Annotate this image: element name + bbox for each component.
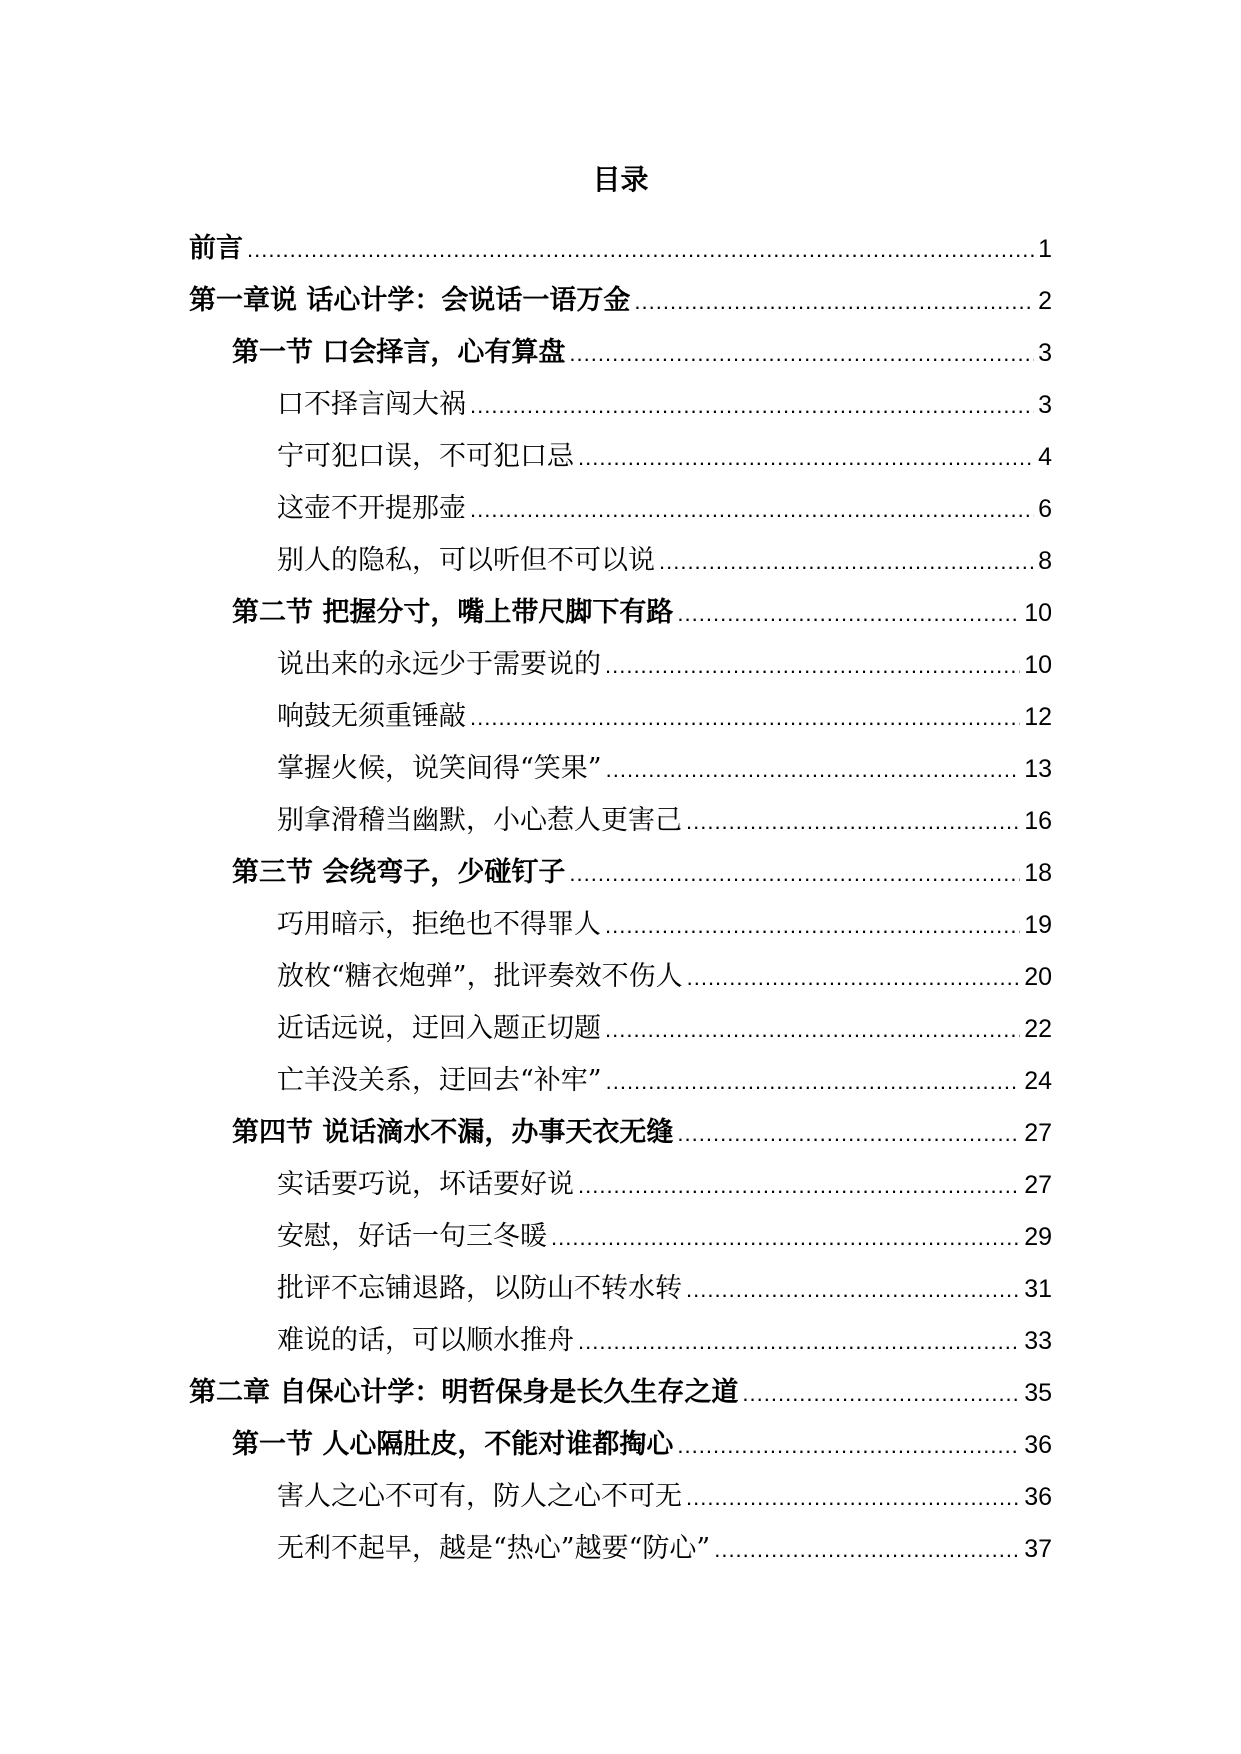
toc-entry-subsection[interactable] (189, 379, 1052, 431)
dot-leader (686, 796, 1020, 848)
toc-entry-text: 无利不起早，越是“热心”越要“防心” (277, 1533, 711, 1564)
toc-entry-subsection[interactable] (189, 1003, 1052, 1055)
dot-leader (742, 1368, 1020, 1420)
dot-leader (470, 380, 1034, 432)
toc-page-number: 36 (1024, 1431, 1052, 1459)
dot-leader (578, 1316, 1020, 1368)
dot-leader (677, 588, 1020, 640)
table-of-contents (189, 223, 1052, 1575)
toc-page-number: 1 (1038, 235, 1052, 263)
toc-page-number: 12 (1024, 703, 1052, 731)
toc-entry-section[interactable] (189, 847, 1052, 899)
toc-page-number: 35 (1024, 1379, 1052, 1407)
dot-leader (605, 900, 1020, 952)
toc-page-number: 37 (1024, 1535, 1052, 1563)
dot-leader (634, 276, 1034, 328)
toc-page-number: 6 (1038, 495, 1052, 523)
toc-entry-text: 第四节 说话滴水不漏，办事天衣无缝 (232, 1117, 674, 1148)
toc-entry-text: 批评不忘铺退路，以防山不转水转 (277, 1273, 682, 1304)
toc-entry-text: 掌握火候，说笑间得“笑果” (277, 753, 602, 784)
toc-page-number: 20 (1024, 963, 1052, 991)
toc-entry-section[interactable] (189, 587, 1052, 639)
toc-page-number: 8 (1038, 547, 1052, 575)
toc-entry-text: 难说的话，可以顺水推舟 (277, 1325, 574, 1356)
toc-entry-subsection[interactable] (189, 1055, 1052, 1107)
dot-leader (687, 952, 1021, 1004)
toc-page-number: 36 (1024, 1483, 1052, 1511)
toc-entry-text: 巧用暗示，拒绝也不得罪人 (277, 909, 601, 940)
toc-page-number: 13 (1024, 755, 1052, 783)
toc-page-number: 22 (1024, 1015, 1052, 1043)
toc-entry-subsection[interactable] (189, 743, 1052, 795)
dot-leader (247, 224, 1034, 276)
toc-entry-text: 响鼓无须重锤敲 (277, 701, 466, 732)
dot-leader (686, 1264, 1020, 1316)
toc-entry-text: 实话要巧说，坏话要好说 (277, 1169, 574, 1200)
dot-leader (569, 848, 1020, 900)
dot-leader (569, 328, 1034, 380)
toc-entry-text: 亡羊没关系，迂回去“补牢” (277, 1065, 602, 1096)
toc-entry-text: 安慰，好话一句三冬暖 (277, 1221, 547, 1252)
toc-entry-text: 第二章 自保心计学：明哲保身是长久生存之道 (189, 1377, 739, 1408)
toc-page-number: 3 (1038, 339, 1052, 367)
toc-page-number: 18 (1024, 859, 1052, 887)
toc-entry-text: 前言 (189, 233, 243, 264)
dot-leader (677, 1108, 1020, 1160)
dot-leader (606, 1056, 1021, 1108)
toc-entry-text: 放枚“糖衣炮弹”，批评奏效不伤人 (277, 961, 683, 992)
dot-leader (677, 1420, 1020, 1472)
dot-leader (470, 484, 1034, 536)
dot-leader (605, 1004, 1020, 1056)
toc-entry-subsection[interactable] (189, 1471, 1052, 1523)
toc-entry-section[interactable] (189, 327, 1052, 379)
toc-entry-text: 第一节 口会择言，心有算盘 (232, 337, 566, 368)
toc-page-number: 24 (1024, 1067, 1052, 1095)
toc-page-number: 10 (1024, 651, 1052, 679)
dot-leader (578, 432, 1034, 484)
toc-page-number: 27 (1024, 1171, 1052, 1199)
toc-entry-subsection[interactable] (189, 1211, 1052, 1263)
dot-leader (659, 536, 1034, 588)
toc-entry-text: 害人之心不可有，防人之心不可无 (277, 1481, 682, 1512)
toc-entry-section[interactable] (189, 1419, 1052, 1471)
toc-entry-subsection[interactable] (189, 1523, 1052, 1575)
toc-entry-chapter-1[interactable] (189, 275, 1052, 327)
toc-entry-subsection[interactable] (189, 1159, 1052, 1211)
toc-entry-text: 这壶不开提那壶 (277, 493, 466, 524)
toc-page-number: 29 (1024, 1223, 1052, 1251)
toc-entry-subsection[interactable] (189, 899, 1052, 951)
toc-entry-chapter-2[interactable] (189, 1367, 1052, 1419)
toc-entry-text: 第一章说 话心计学：会说话一语万金 (189, 285, 631, 316)
toc-entry-text: 宁可犯口误，不可犯口忌 (277, 441, 574, 472)
dot-leader (470, 692, 1020, 744)
toc-page-number: 10 (1024, 599, 1052, 627)
toc-page-number: 3 (1038, 391, 1052, 419)
toc-entry-text: 口不择言闯大祸 (277, 389, 466, 420)
toc-entry-subsection[interactable] (189, 691, 1052, 743)
toc-page-number: 33 (1024, 1327, 1052, 1355)
toc-entry-subsection[interactable] (189, 535, 1052, 587)
toc-page-number: 31 (1024, 1275, 1052, 1303)
toc-entry-subsection[interactable] (189, 483, 1052, 535)
toc-entry-section[interactable] (189, 1107, 1052, 1159)
toc-entry-text: 说出来的永远少于需要说的 (277, 649, 601, 680)
toc-title: 目录 (592, 163, 649, 196)
toc-entry-text: 第二节 把握分寸，嘴上带尺脚下有路 (232, 597, 674, 628)
dot-leader (578, 1160, 1020, 1212)
toc-entry-preface[interactable] (189, 223, 1052, 275)
toc-entry-subsection[interactable] (189, 951, 1052, 1003)
dot-leader (551, 1212, 1020, 1264)
toc-entry-subsection[interactable] (189, 1263, 1052, 1315)
toc-entry-text: 别人的隐私，可以听但不可以说 (277, 545, 655, 576)
toc-entry-subsection[interactable] (189, 431, 1052, 483)
toc-entry-text: 第三节 会绕弯子，少碰钉子 (232, 857, 566, 888)
toc-page-number: 16 (1024, 807, 1052, 835)
dot-leader (714, 1524, 1020, 1576)
dot-leader (605, 640, 1020, 692)
toc-page-number: 19 (1024, 911, 1052, 939)
toc-entry-subsection[interactable] (189, 1315, 1052, 1367)
toc-page-number: 2 (1038, 287, 1052, 315)
toc-page-number: 27 (1024, 1119, 1052, 1147)
toc-entry-subsection[interactable] (189, 639, 1052, 691)
dot-leader (686, 1472, 1020, 1524)
toc-entry-text: 别拿滑稽当幽默，小心惹人更害己 (277, 805, 682, 836)
dot-leader (606, 744, 1021, 796)
toc-entry-subsection[interactable] (189, 795, 1052, 847)
toc-entry-text: 近话远说，迂回入题正切题 (277, 1013, 601, 1044)
toc-entry-text: 第一节 人心隔肚皮，不能对谁都掏心 (232, 1429, 674, 1460)
toc-page-number: 4 (1038, 443, 1052, 471)
